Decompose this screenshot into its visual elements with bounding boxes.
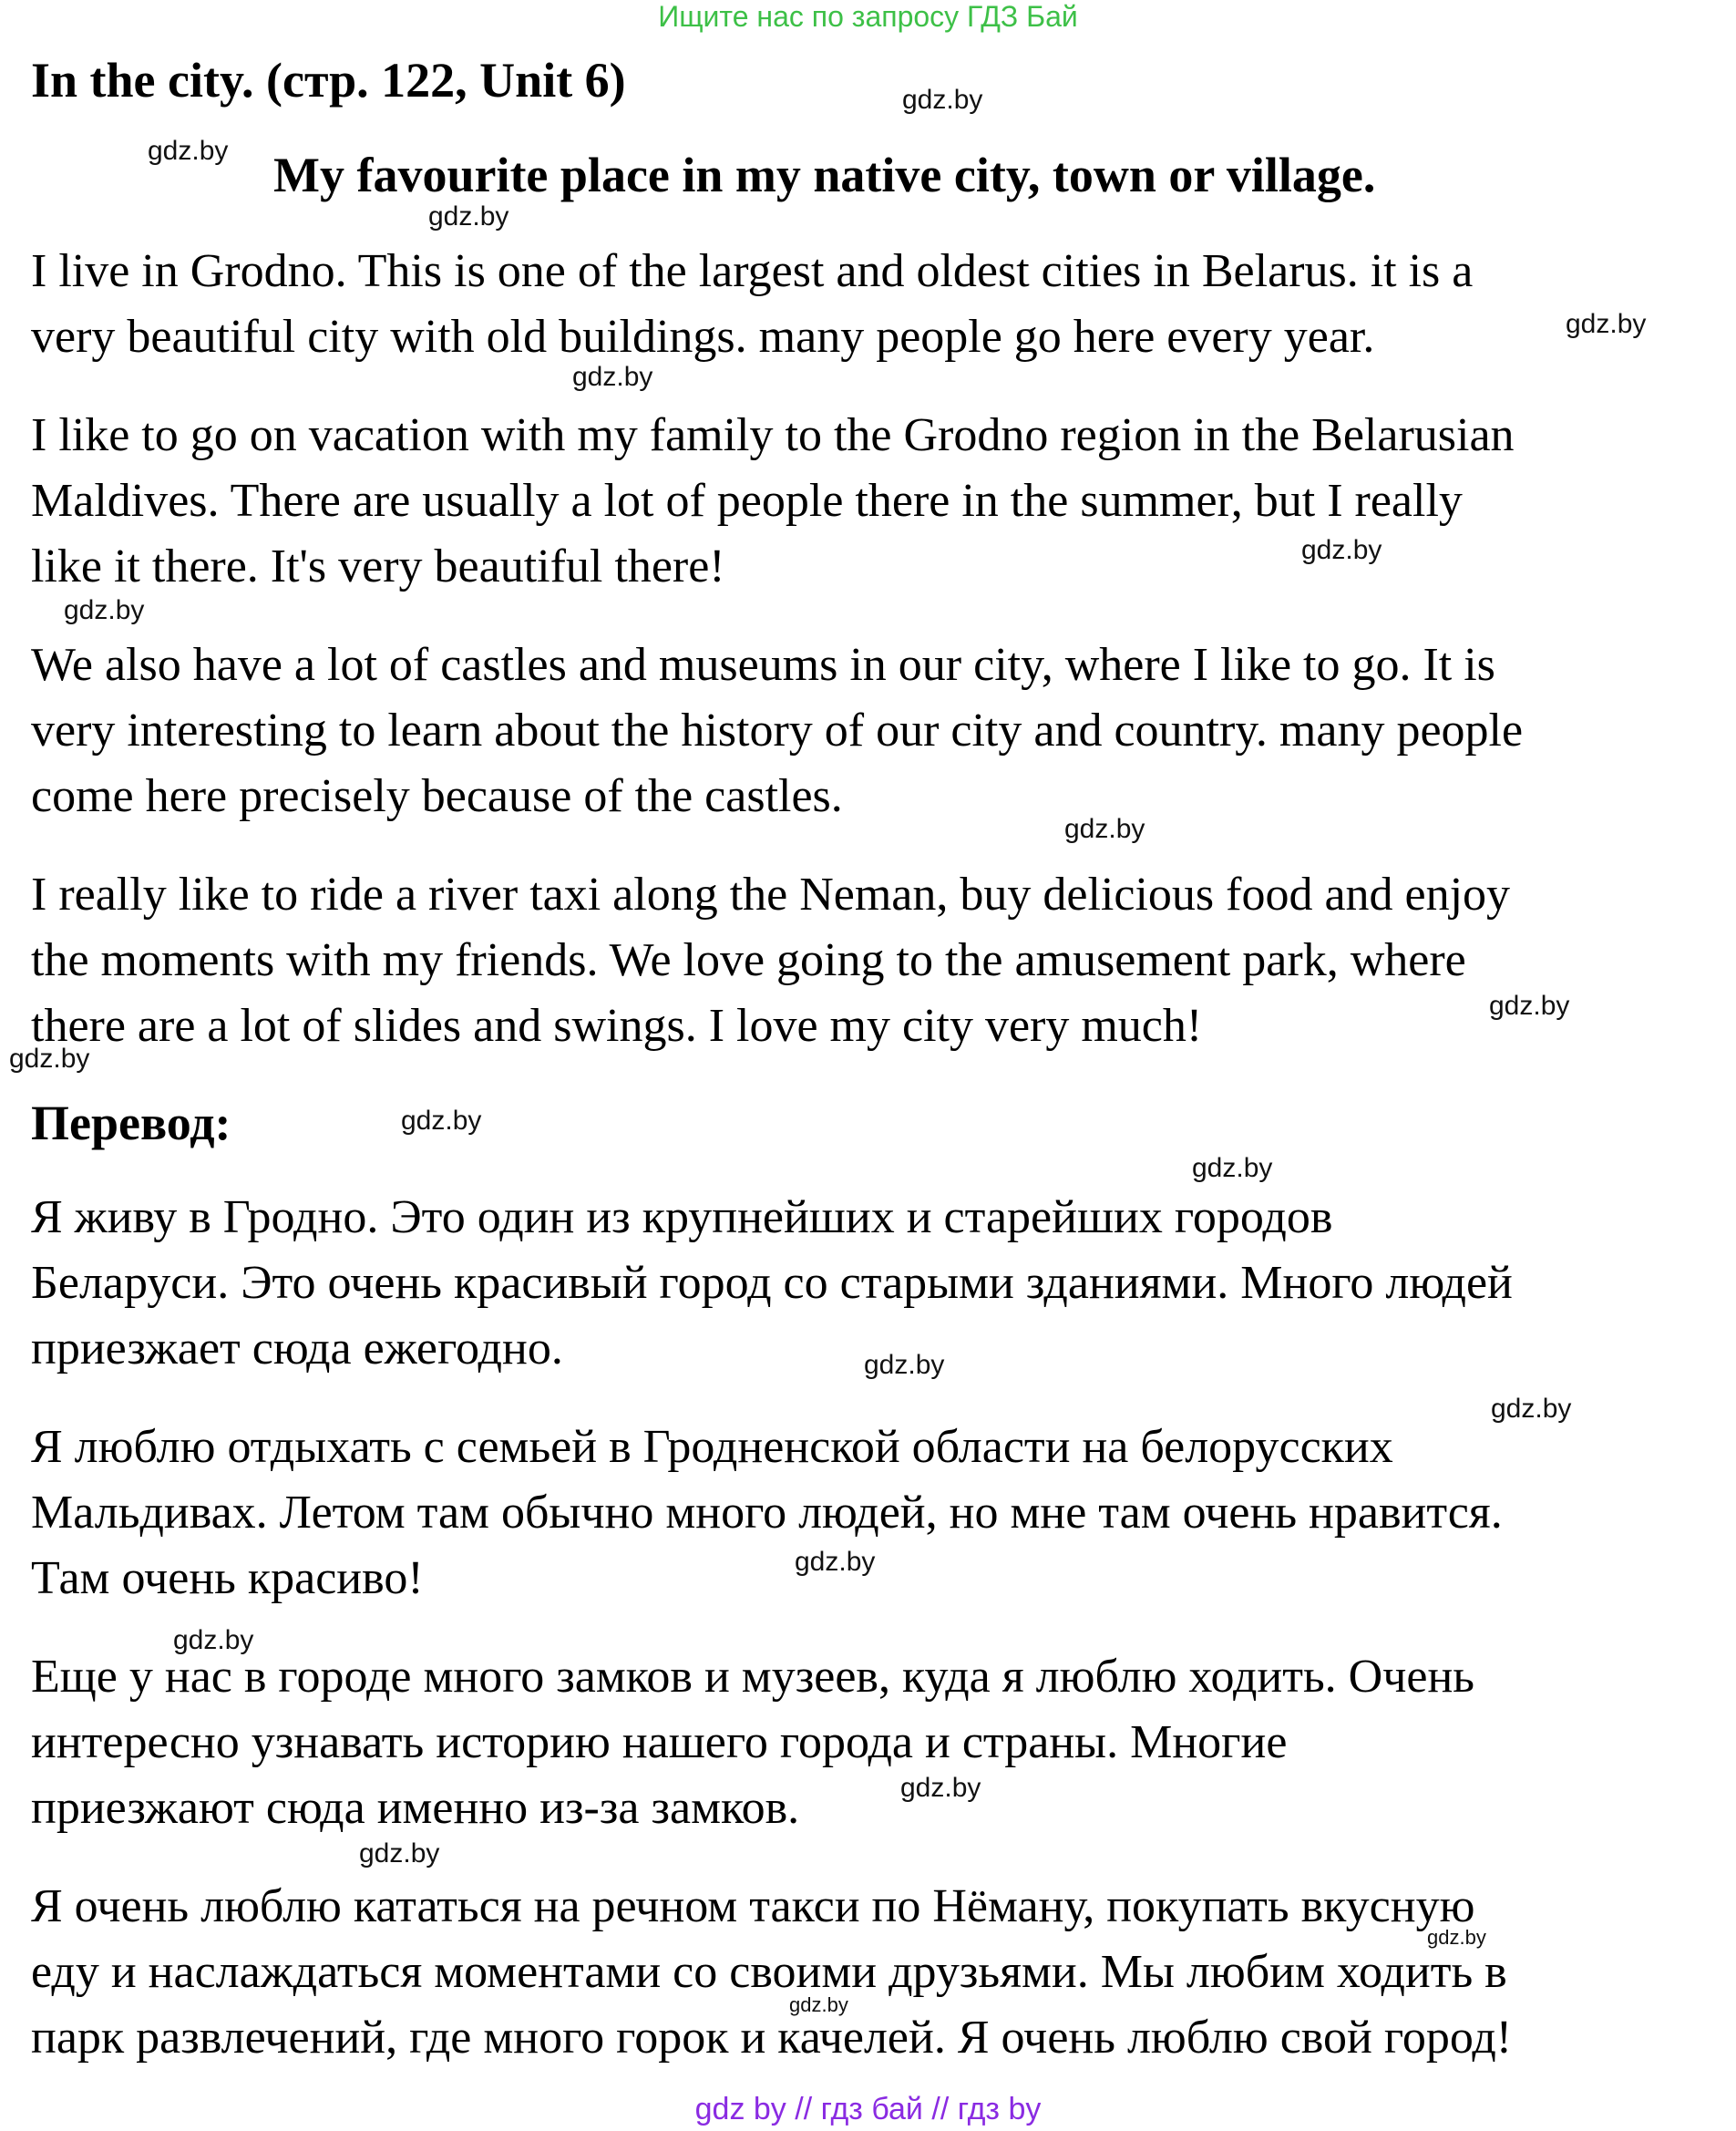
translation-heading: Перевод: — [31, 1096, 231, 1150]
watermark: gdz.by — [1192, 1153, 1273, 1183]
text-line: Maldives. There are usually a lot of people there in the summer, but I really — [31, 475, 1463, 527]
english-paragraph — [31, 403, 1726, 600]
top-banner[interactable]: Ищите нас по запросу ГДЗ Бай — [658, 0, 1078, 33]
page-title: In the city. (стр. 122, Unit 6) — [31, 53, 626, 108]
text-line: Я очень люблю кататься на речном такси по Нёману, покупать вкусную — [31, 1880, 1475, 1932]
text-line: there are a lot of slides and swings. I love my city very much! — [31, 1000, 1203, 1052]
text-line: интересно узнавать историю нашего города и страны. Многие — [31, 1716, 1288, 1768]
watermark: gdz.by — [1427, 1926, 1486, 1949]
watermark: gdz.by — [359, 1838, 440, 1868]
essay-subtitle: My favourite place in my native city, town or village. — [273, 148, 1376, 202]
watermark: gdz.by — [789, 1993, 848, 2016]
watermark: gdz.by — [1566, 309, 1647, 339]
english-paragraph — [31, 862, 1726, 1059]
watermark: gdz.by — [148, 136, 229, 166]
text-line: Там очень красиво! — [31, 1552, 424, 1604]
watermark: gdz.by — [428, 201, 509, 232]
watermark: gdz.by — [64, 595, 145, 625]
watermark: gdz.by — [401, 1106, 482, 1136]
text-line: like it there. It's very beautiful there! — [31, 540, 725, 592]
text-line: I really like to ride a river taxi along the Neman, buy delicious food and enjoy — [31, 869, 1511, 921]
watermark: gdz.by — [1301, 535, 1382, 565]
watermark: gdz.by — [1489, 991, 1570, 1021]
text-line: Беларуси. Это очень красивый город со старыми зданиями. Много людей — [31, 1257, 1513, 1309]
text-line: the moments with my friends. We love going to the amusement park, where — [31, 934, 1466, 986]
text-line: We also have a lot of castles and museums in our city, where I like to go. It is — [31, 639, 1495, 691]
text-line: Я живу в Гродно. Это один из крупнейших и старейших городов — [31, 1191, 1333, 1243]
russian-paragraph — [31, 1644, 1726, 1841]
english-paragraph — [31, 239, 1726, 370]
bottom-banner[interactable]: gdz by // гдз бай // гдз by — [694, 2092, 1042, 2126]
english-paragraph — [31, 633, 1726, 829]
text-line: I live in Grodno. This is one of the largest and oldest cities in Belarus. it is a — [31, 245, 1474, 297]
text-line: Мальдивах. Летом там обычно много людей, но мне там очень нравится. — [31, 1487, 1503, 1539]
watermark: gdz.by — [864, 1350, 945, 1380]
watermark: gdz.by — [9, 1044, 90, 1074]
text-line: парк развлечений, где много горок и качелей. Я очень люблю свой город! — [31, 2012, 1513, 2064]
text-line: very beautiful city with old buildings. many people go here every year. — [31, 311, 1375, 363]
russian-paragraph — [31, 1874, 1726, 2071]
text-line: еду и наслаждаться моментами со своими друзьями. Мы любим ходить в — [31, 1946, 1507, 1998]
watermark: gdz.by — [900, 1773, 981, 1803]
watermark: gdz.by — [1491, 1394, 1572, 1424]
watermark: gdz.by — [1064, 814, 1145, 844]
text-line: I like to go on vacation with my family to the Grodno region in the Belarusian — [31, 409, 1515, 461]
watermark: gdz.by — [173, 1625, 254, 1655]
text-line: Я люблю отдыхать с семьей в Гродненской области на белорусских — [31, 1421, 1393, 1473]
text-line: Еще у нас в городе много замков и музеев, куда я люблю ходить. Очень — [31, 1651, 1474, 1703]
watermark: gdz.by — [572, 362, 653, 392]
text-line: come here precisely because of the castles. — [31, 770, 843, 822]
text-line: very interesting to learn about the history of our city and country. many people — [31, 705, 1524, 757]
watermark: gdz.by — [795, 1547, 876, 1577]
russian-paragraph — [31, 1415, 1726, 1611]
text-line: приезжают сюда именно из-за замков. — [31, 1782, 800, 1834]
text-line: приезжает сюда ежегодно. — [31, 1323, 563, 1374]
watermark: gdz.by — [902, 85, 983, 115]
